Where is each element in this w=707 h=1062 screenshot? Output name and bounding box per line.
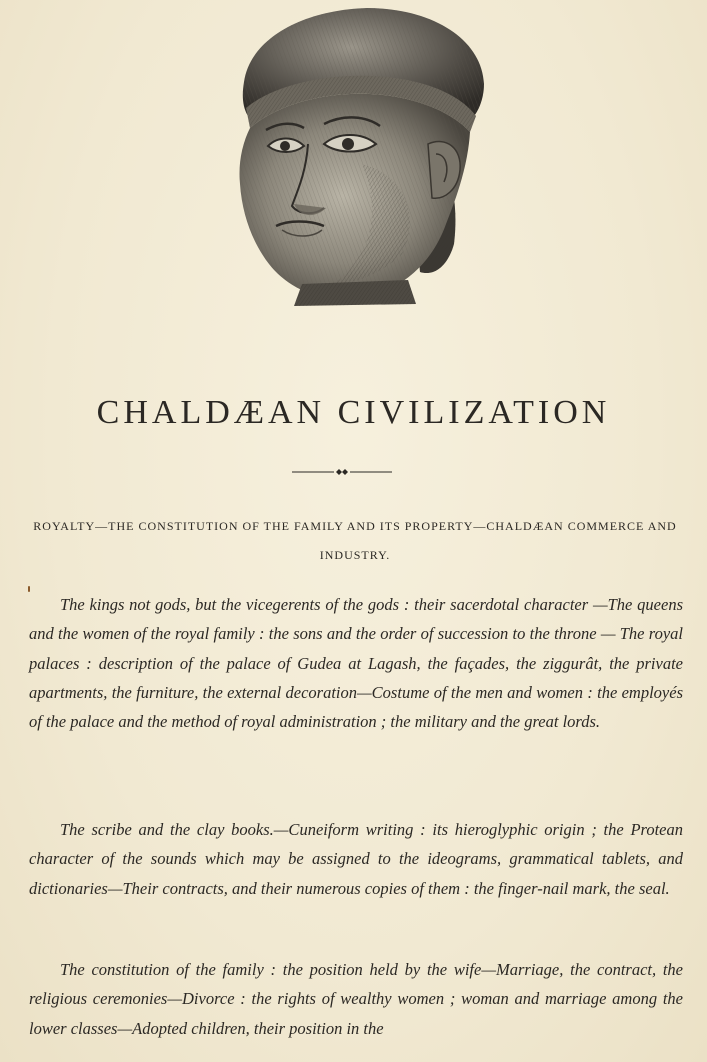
summary-paragraph: The kings not gods, but the vicegerents of the gods : their sacerdotal character —The queens and the women of the royal family : the sons and the order of succession to the throne — The royal palaces : description of the palace of Gudea at Lagash, the façades, the ziggurât, the private apartments, the furniture, the external decoration—Costume of the men and women : the employés of the palace and the method of royal administration ; the military and the great lords. [29, 595, 683, 732]
chapter-subtitle: ROYALTY—THE CONSTITUTION OF THE FAMILY AND ITS PROPERTY—CHALDÆAN COMMERCE AND INDUSTRY. [33, 519, 677, 562]
rule-ornament-icon [292, 466, 392, 478]
summary-paragraph: The scribe and the clay books.—Cuneiform writing : its hieroglyphic origin ; the Protean character of the sounds which may be assigned to the ideograms, grammatical tablets, and dictionaries—Their contracts, and their numerous copies of them : the finger-nail mark, the seal. [29, 820, 683, 898]
chapter-title: CHALDÆAN CIVILIZATION [96, 394, 611, 431]
summary-paragraph: The constitution of the family : the position held by the wife—Marriage, the contract, the religious ceremonies—Divorce : the rights of wealthy women ; woman and marriage among the lower classes—Adopted children, their position in the [29, 960, 683, 1038]
carved-stone-head-icon [232, 4, 488, 308]
